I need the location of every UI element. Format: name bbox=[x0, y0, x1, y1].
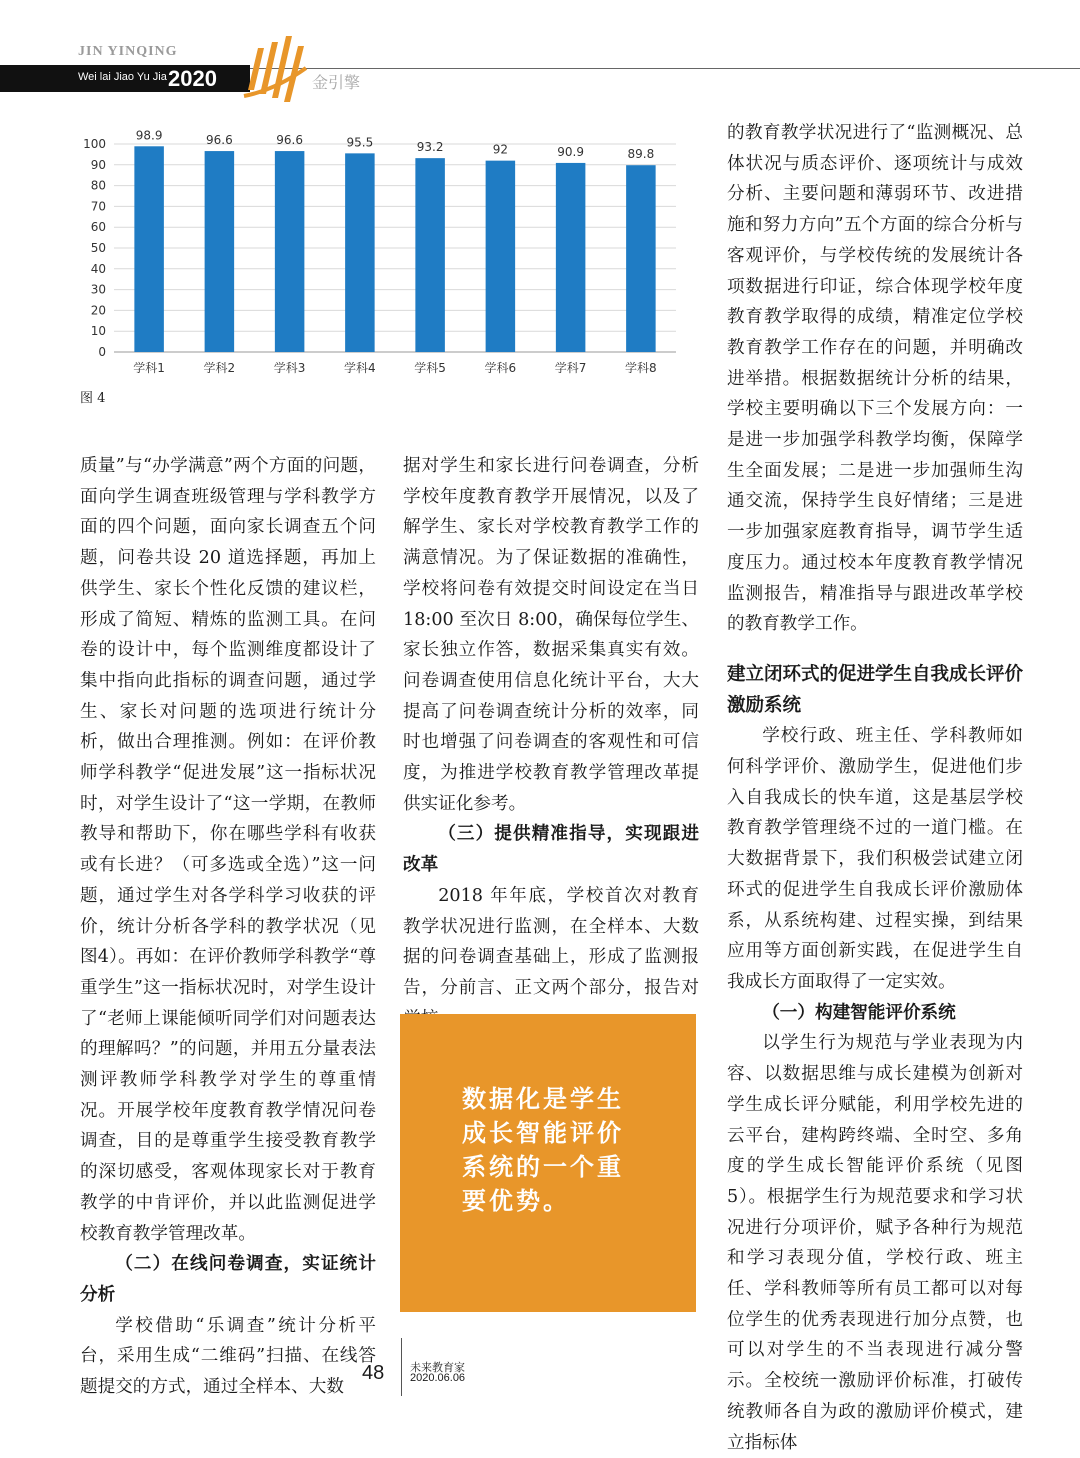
y-tick-label: 10 bbox=[90, 324, 106, 339]
y-tick-label: 60 bbox=[90, 220, 106, 235]
text-column-1 bbox=[80, 451, 376, 1403]
section-heading: 建立闭环式的促进学生自我成长评价激励系统 bbox=[727, 663, 1024, 716]
bar bbox=[556, 163, 586, 352]
issue-date: 2020.06.06 bbox=[410, 1372, 466, 1384]
bar bbox=[626, 165, 656, 352]
y-tick-label: 50 bbox=[90, 241, 106, 255]
subject-bar-chart bbox=[78, 122, 688, 384]
x-tick-label: 学科2 bbox=[203, 361, 236, 375]
masthead-rule bbox=[250, 68, 1080, 69]
masthead-brand-cn: 金引擎 bbox=[312, 73, 361, 92]
data-label: 98.9 bbox=[135, 128, 163, 143]
bar bbox=[345, 153, 375, 352]
data-label: 90.9 bbox=[557, 144, 584, 159]
figure-caption: 图 4 bbox=[80, 391, 106, 406]
data-label: 96.6 bbox=[206, 133, 233, 148]
x-tick-label: 学科1 bbox=[133, 361, 165, 375]
magazine-name: 未来教育家 bbox=[410, 1361, 465, 1374]
x-tick-label: 学科5 bbox=[414, 361, 446, 375]
masthead-year: 2020 bbox=[168, 66, 217, 91]
text-column-3 bbox=[727, 118, 1023, 1458]
paragraph: 以学生行为规范与学业表现为内容、以数据思维与成长建模为创新对学生成长评分赋能，利用学校先进的云平台，建构跨终端、全时空、多角度的学生成长智能评价系统（见图5）。根据学生行为规范要求和学习状况进行分项评价，赋予各种行为规范和学习表现分值，学校行政、班主任、学科教师等所有员工都可以对每位学生的优秀表现进行加分点赞，也可以对学生的不当表现进行减分警示。全校统一激励评价标准，打破传统教师各自为政的激励评价模式，建立指标体 bbox=[727, 1033, 1023, 1453]
data-label: 93.2 bbox=[416, 140, 444, 155]
brand-logo-icon bbox=[240, 28, 310, 108]
chart-bars bbox=[134, 146, 655, 352]
x-tick-label: 学科4 bbox=[344, 361, 376, 375]
bar bbox=[275, 151, 305, 352]
data-label: 96.6 bbox=[276, 133, 303, 148]
y-tick-label: 90 bbox=[90, 157, 106, 172]
subheading: （三）提供精准指导，实现跟进改革 bbox=[403, 824, 699, 876]
paragraph: 质量”与“办学满意”两个方面的问题，面向学生调查班级管理与学科教学方面的四个问题，面向家长调查五个问题，问卷共设 20 道选择题，再加上供学生、家长个性化反馈的建议栏，形成了简短、精炼的监测工具。在问卷的设计中，每个监测维度都设计了集中指向此指标的调查问题，通过学生、家长对问题的选项进行统计分析，做出合理推测。例如：在评价教师学科教学“促进发展”这一指标状况时，对学生设计了“这一学期，在教师教导和帮助下，你在哪些学科有收获或有长进？（可多选或全选）”这一问题，通过学生对各学科学习收获的评价，统计分析各学科的教学状况（见图4）。再如：在评价教师学科教学“尊重学生”这一指标状况时，对学生设计了“老师上课能倾听同学们对问题表达的理解吗？”的问题，并用五分量表法测评教师学科教学对学生的尊重情况。开展学校年度教育教学情况问卷调查，目的是尊重学生接受教育教学的深切感受，客观体现家长对于教育教学的中肯评价，并以此监测促进学校教育教学管理改革。 bbox=[80, 456, 376, 1244]
data-label: 95.5 bbox=[346, 135, 374, 150]
chart-y-ticks bbox=[83, 137, 106, 359]
x-tick-label: 学科7 bbox=[554, 361, 587, 375]
y-tick-label: 30 bbox=[90, 282, 106, 297]
chart-gridlines bbox=[114, 144, 676, 352]
bar bbox=[415, 158, 445, 352]
x-tick-label: 学科6 bbox=[484, 361, 517, 375]
masthead-subtitle: Wei lai Jiao Yu Jia bbox=[78, 71, 167, 83]
chart-x-ticks bbox=[133, 360, 656, 375]
footer-divider bbox=[401, 1338, 402, 1396]
page-number: 48 bbox=[362, 1362, 385, 1384]
data-label: 89.8 bbox=[627, 147, 655, 162]
paragraph: 据对学生和家长进行问卷调查，分析学校年度教育教学开展情况，以及了解学生、家长对学校教育教学工作的满意情况。为了保证数据的准确性，学校将问卷有效提交时间设定在当日 18:00 至次日 8:00，确保每位学生、家长独立作答，数据采集真实有效。问卷调查使用信息化统计平台，大大提高了问卷调查统计分析的效率，同时也增强了问卷调查的客观性和可信度，为推进学校教育教学管理改革提供实证化参考。 bbox=[403, 456, 699, 814]
paragraph: 学校借助“乐调查”统计分析平台，采用生成“二维码”扫描、在线答题提交的方式，通过全样本、大数 bbox=[80, 1315, 376, 1398]
y-tick-label: 80 bbox=[90, 178, 106, 193]
x-tick-label: 学科3 bbox=[273, 361, 306, 375]
y-tick-label: 70 bbox=[90, 199, 106, 214]
paragraph: 学校行政、班主任、学科教师如何科学评价、激励学生，促进他们步入自我成长的快车道，这是基层学校教育教学管理绕不过的一道门槛。在大数据背景下，我们积极尝试建立闭环式的促进学生自我成长评价激励体系，从系统构建、过程实操，到结果应用等方面创新实践，在促进学生自我成长方面取得了一定实效。 bbox=[727, 726, 1023, 992]
masthead-brand-en: JIN YINQING bbox=[78, 44, 178, 59]
pull-quote-box bbox=[400, 1014, 696, 1312]
y-tick-label: 40 bbox=[90, 261, 106, 276]
y-tick-label: 20 bbox=[90, 303, 106, 318]
paragraph: 的教育教学状况进行了“监测概况、总体状况与质态评价、逐项统计与成效分析、主要问题和薄弱环节、改进措施和努力方向”五个方面的综合分析与客观评价，与学校传统的发展统计各项数据进行印证，综合体现学校年度教育教学取得的成绩，精准定位学校教育教学工作存在的问题，并明确改进举措。根据数据统计分析的结果，学校主要明确以下三个发展方向：一是进一步加强学科教学均衡，保障学生全面发展；二是进一步加强师生沟通交流，保持学生良好情绪；三是进一步加强家庭教育指导，调节学生适度压力。通过校本年度教育教学情况监测报告，精准指导与跟进改革学校的教育教学工作。 bbox=[727, 123, 1023, 635]
text-column-2 bbox=[403, 451, 699, 1034]
x-tick-label: 学科8 bbox=[625, 361, 657, 375]
subheading: （一）构建智能评价系统 bbox=[762, 1002, 956, 1023]
bar bbox=[134, 146, 164, 352]
y-tick-label: 100 bbox=[83, 137, 106, 151]
bar bbox=[205, 151, 235, 352]
data-label: 92 bbox=[492, 142, 509, 157]
paragraph: 2018 年年底，学校首次对教育教学状况进行监测，在全样本、大数据的问卷调查基础上，形成了监测报告，分前言、正文两个部分，报告对 bbox=[403, 885, 699, 998]
bar bbox=[486, 161, 516, 352]
subheading: （二）在线问卷调查，实证统计分析 bbox=[80, 1254, 376, 1305]
y-tick-label: 0 bbox=[98, 345, 106, 359]
pull-quote-text: 数据化是学生成长智能评价系统的一个重要优势。 bbox=[462, 1085, 624, 1215]
